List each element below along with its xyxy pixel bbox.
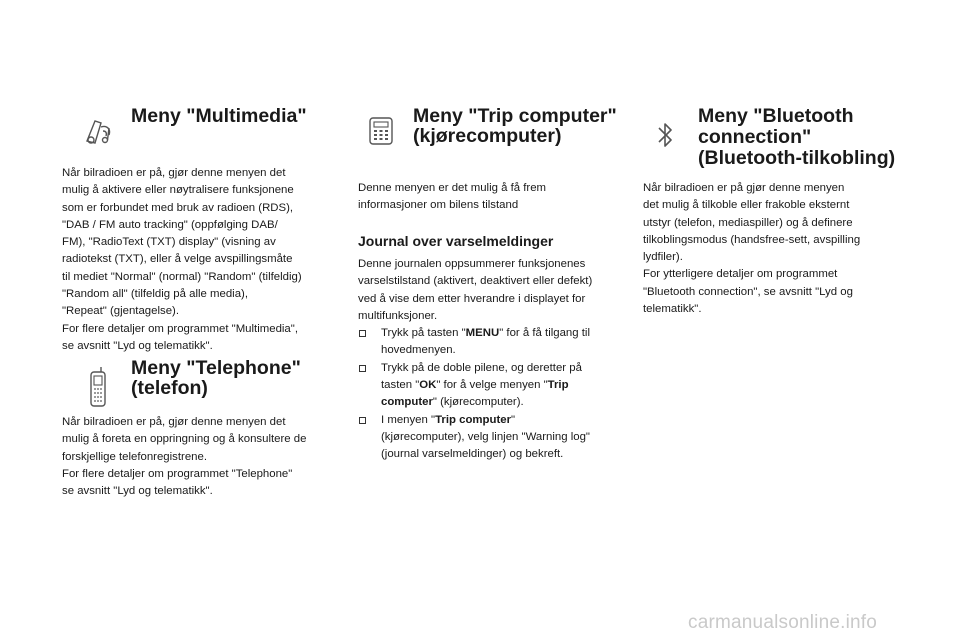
bluetooth-title-line2: connection" [698,126,812,148]
bluetooth-line: det mulig å tilkoble eller frakoble eksternt [643,199,850,212]
bluetooth-line: For ytterligere detaljer om programmet [643,268,838,281]
multimedia-line: For flere detaljer om programmet "Multimedia", [62,322,298,335]
checkbox-bullet-icon [359,365,366,372]
bluetooth-line: Når bilradioen er på gjør denne menyen [643,182,845,194]
trip-intro-line: Denne menyen er det mulig å få frem [358,182,547,194]
trip-body-line: ved å vise dem etter hverandre i displayet for [358,292,586,305]
telephone-line: mulig å foreta en oppringning og å konsultere de [62,433,307,446]
trip-intro-line: informasjoner om bilens tilstand [358,199,519,212]
multimedia-line: radiotekst (TXT), eller å velge avspillingsmåte [62,253,293,266]
step-warning-log: I menyen "Trip computer" (kjørecomputer), velg linjen "Warning log" (journal varselmeldinger) og bekreft. [358,412,633,464]
bluetooth-line: tilkoblingsmodus (handsfree-sett, avspilling [643,233,861,246]
trip-body-line: multifunksjoner. [358,309,438,322]
multimedia-line: "DAB / FM auto tracking" (oppfølging DAB/ [62,218,278,231]
telephone-title-line1: Meny "Telephone" [131,357,301,379]
multimedia-body [62,165,347,355]
mobile-phone-icon [88,366,110,410]
bluetooth-line: telematikk". [643,303,702,316]
trip-steps [358,325,633,463]
bluetooth-line: lydfiler). [643,251,683,264]
watermark: carmanualsonline.info [688,612,878,633]
bluetooth-icon [655,120,675,150]
checkbox-bullet-icon [359,417,366,424]
bluetooth-title-line1: Meny "Bluetooth [698,105,854,127]
multimedia-line: "Repeat" (gjentagelse). [62,305,179,318]
multimedia-line: til mediet "Normal" (normal) "Random" (tilfeldig) [62,270,302,283]
music-phone-icon [81,113,117,149]
multimedia-line: mulig å aktivere eller nøytralisere funksjonene [62,184,294,197]
multimedia-line: se avsnitt "Lyd og telematikk". [62,339,213,352]
multimedia-line: Når bilradioen er på, gjør denne menyen det [62,167,286,179]
trip-body-line: Denne journalen oppsummerer funksjonenes [358,258,586,270]
bluetooth-title-line3: (Bluetooth-tilkobling) [698,147,896,169]
multimedia-line: som er forbundet med bruk av radioen (RDS), [62,201,294,214]
telephone-title-line2: (telefon) [131,377,208,399]
bluetooth-body [643,180,913,318]
telephone-line: For flere detaljer om programmet "Telephone" [62,467,293,480]
telephone-line: se avsnitt "Lyd og telematikk". [62,485,213,498]
trip-body [358,256,633,464]
step-menu: Trykk på tasten "MENU" for å få tilgang til hovedmenyen. [358,325,633,360]
trip-title-line1: Meny "Trip computer" [413,105,617,127]
multimedia-line: "Random all" (tilfeldig på alle media), [62,288,248,301]
telephone-body [62,414,347,500]
trip-title-line2: (kjørecomputer) [413,125,562,147]
trip-computer-icon [368,116,396,146]
trip-intro [358,180,628,215]
bluetooth-line: "Bluetooth connection", se avsnitt "Lyd og [643,285,853,298]
multimedia-line: FM), "RadioText (TXT) display" (visning av [62,236,276,249]
checkbox-bullet-icon [359,330,366,337]
multimedia-title: Meny "Multimedia" [131,105,307,127]
telephone-line: forskjellige telefonregistrene. [62,450,207,463]
trip-body-line: varselstilstand (aktivert, deaktivert eller defekt) [358,275,593,288]
telephone-line: Når bilradioen er på, gjør denne menyen det [62,416,286,428]
step-arrows: Trykk på de doble pilene, og deretter på tasten "OK" for å velge menyen "Trip computer" (kjørecomputer). [358,360,633,412]
warning-log-heading: Journal over varselmeldinger [358,233,554,249]
bluetooth-line: utstyr (telefon, mediaspiller) og å definere [643,216,853,229]
